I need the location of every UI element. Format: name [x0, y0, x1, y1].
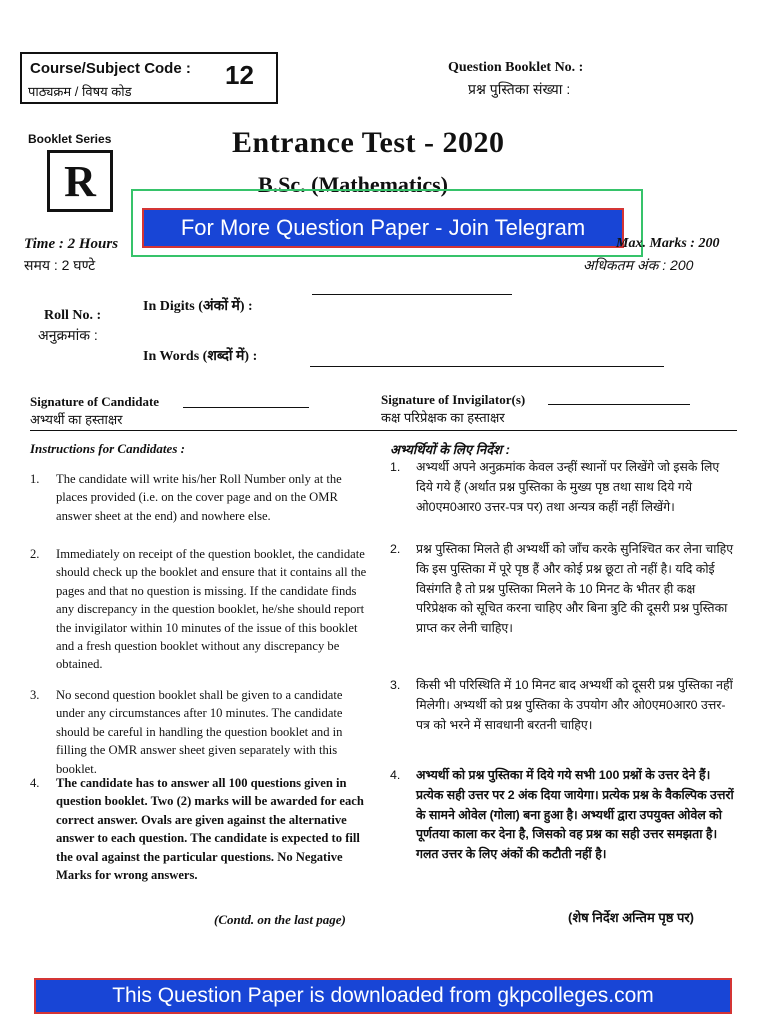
instruction-text-hindi: अभ्यर्थी को प्रश्न पुस्तिका में दिये गये सभी 100 प्रश्नों के उत्तर देने हैं। प्रत्येक सही उत्तर पर 2 अंक दिया जायेगा। प्रत्येक प्रश्न के वैकल्पिक उत्तरों के सामने ओवेल (गोला) बना हुआ है। अभ्यर्थी द्वारा उपयुक्त ओवेल को पूर्णतया काला कर देना है, जिसको वह प्रश्न का सही उत्तर समझता है। गलत उत्तर के लिए अंकों की कटौती नहीं है।	[416, 768, 734, 862]
promo-top-banner[interactable]: For More Question Paper - Join Telegram	[142, 208, 624, 248]
instruction-number: 4.	[390, 768, 401, 782]
instruction-text: The candidate has to answer all 100 questions given in question booklet. Two (2) marks will be awarded for each correct answer. Ovals are given against the alternative answer to each question. The candidate is expected to fill the oval against the particular questions. No Negative Marks for wrong answers.	[56, 776, 364, 883]
invigilator-signature-label: Signature of Invigilator(s)	[381, 392, 526, 407]
promo-bottom-banner[interactable]: This Question Paper is downloaded from gkpcolleges.com	[34, 978, 732, 1014]
course-code-box	[20, 52, 278, 104]
time-label: Time : 2 Hours	[24, 236, 119, 252]
roll-digits-line[interactable]	[312, 294, 512, 295]
instruction-text: No second question booklet shall be given to a candidate under any circumstances after 10 minutes. The candidate should be careful in handling the question booklet and in filling the OMR answer sheet given separately with this booklet.	[56, 688, 343, 776]
roll-digits-label: In Digits (अंकों में) :	[143, 299, 253, 314]
instruction-number: 1.	[30, 472, 40, 486]
instruction-number: 3.	[30, 688, 40, 702]
candidate-signature-label: Signature of Candidate	[30, 394, 160, 409]
instruction-number: 3.	[390, 678, 401, 692]
roll-words-line[interactable]	[310, 366, 664, 367]
instructions-heading: Instructions for Candidates :	[30, 441, 185, 456]
instructions-heading-hindi: अभ्यर्थियों के लिए निर्देश :	[390, 442, 510, 457]
invigilator-signature-label-hindi: कक्ष परिप्रेक्षक का हस्ताक्षर	[381, 410, 505, 425]
instruction-text-hindi: किसी भी परिस्थिति में 10 मिनट बाद अभ्यर्थी को दूसरी प्रश्न पुस्तिका नहीं मिलेगी। अभ्यर्थी को प्रश्न पुस्तिका के उपयोग और ओ0एम0आर0 उत्तर-पत्र को भरने में सावधानी बरतनी चाहिए।	[416, 678, 733, 732]
invigilator-signature-line[interactable]	[548, 404, 690, 405]
instruction-text-hindi: प्रश्न पुस्तिका मिलते ही अभ्यर्थी को जाँच करके सुनिश्चित कर लेना चाहिए कि इस पुस्तिका में पूरे पृष्ठ हैं और कोई प्रश्न छूटा तो नहीं है। यदि कोई विसंगति है तो प्रश्न पुस्तिका मिलने के 10 मिनट के भीतर ही कक्ष परिप्रेक्षक को सूचित करना चाहिए और बिना त्रुटि की दूसरी प्रश्न पुस्तिका प्राप्त कर लेनी चाहिए।	[416, 542, 734, 636]
roll-number-label-hindi: अनुक्रमांक :	[38, 327, 98, 343]
question-booklet-label-hindi: प्रश्न पुस्तिका संख्या :	[468, 81, 571, 97]
candidate-signature-line[interactable]	[183, 407, 309, 408]
course-code-label: Course/Subject Code :	[30, 60, 191, 77]
instruction-number: 1.	[390, 460, 401, 474]
instruction-text: The candidate will write his/her Roll Number only at the places provided (i.e. on the cover page and on the OMR answer sheet at the end) and nowhere else.	[56, 472, 342, 523]
course-code-label-hindi: पाठ्यक्रम / विषय कोड	[28, 84, 132, 99]
roll-words-label: In Words (शब्दों में) :	[143, 349, 258, 364]
instructions-list-hindi	[390, 458, 745, 918]
instruction-text-hindi: अभ्यर्थी अपने अनुक्रमांक केवल उन्हीं स्थानों पर लिखेंगे जो इसके लिए दिये गये हैं (अर्थात प्रश्न पुस्तिका के मुख्य पृष्ठ तथा साथ दिये गये ओ0एम0आर0 उत्तर-पत्र पर) तथा अन्यत्र कहीं नहीं लिखेंगे।	[416, 460, 720, 514]
page-subtitle: B.Sc. (Mathematics)	[258, 172, 449, 197]
instruction-number: 2.	[390, 542, 401, 556]
instruction-number: 2.	[30, 547, 40, 561]
candidate-signature-label-hindi: अभ्यर्थी का हस्ताक्षर	[30, 412, 123, 427]
continued-note-hindi: (शेष निर्देश अन्तिम पृष्ठ पर)	[568, 910, 695, 925]
course-code-value: 12	[225, 60, 254, 90]
roll-number-label: Roll No. :	[44, 308, 102, 323]
continued-note: (Contd. on the last page)	[214, 912, 346, 927]
max-marks-label-hindi: अधिकतम अंक : 200	[583, 257, 694, 273]
page-title: Entrance Test - 2020	[232, 126, 505, 159]
question-booklet-label: Question Booklet No. :	[448, 60, 584, 75]
max-marks-label: Max. Marks : 200	[616, 236, 720, 251]
instruction-number: 4.	[30, 776, 40, 790]
time-label-hindi: समय : 2 घण्टे	[24, 257, 96, 273]
instructions-list	[30, 470, 375, 930]
booklet-series-value: R	[47, 150, 113, 212]
section-divider	[30, 430, 737, 431]
instruction-text: Immediately on receipt of the question booklet, the candidate should check up the booklet and ensure that it contains all the pages and that no question is missing. If the candidate finds any discrepancy in the question booklet, he/she should report the invigilator within 10 minutes of the issue of this booklet and a fresh question booklet without any discrepancy be obtained.	[56, 547, 367, 672]
booklet-series-label: Booklet Series	[28, 132, 112, 146]
